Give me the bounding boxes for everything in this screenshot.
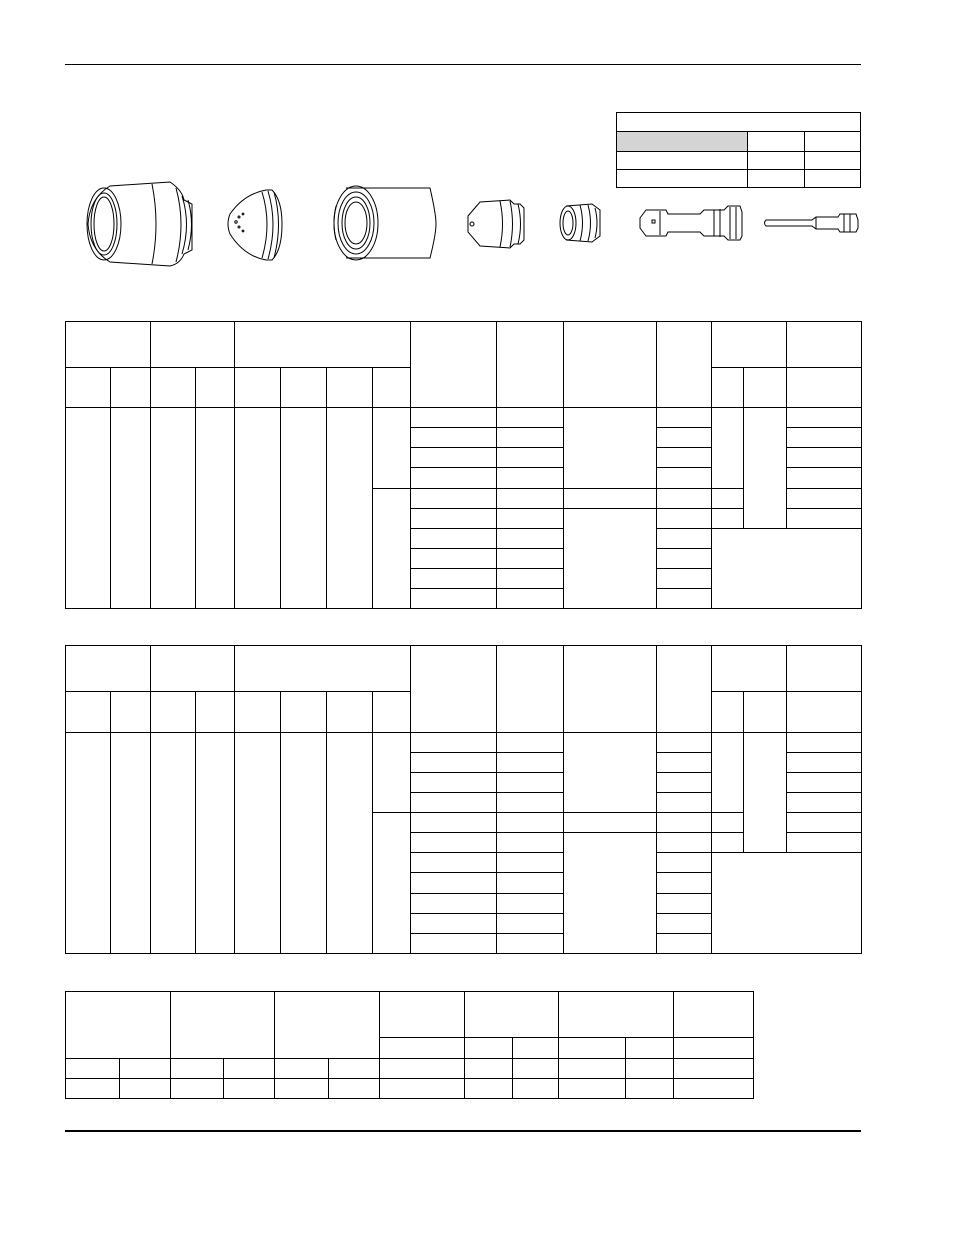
header-cell — [151, 322, 235, 368]
data-cell — [712, 488, 744, 508]
data-cell — [657, 813, 712, 833]
data-cell — [66, 1079, 120, 1099]
data-cell — [411, 408, 497, 428]
data-cell — [657, 508, 712, 528]
subheader-cell — [380, 1038, 465, 1059]
subheader-cell — [235, 692, 281, 732]
top-rule — [65, 64, 861, 65]
data-cell — [411, 588, 497, 608]
subheader-cell — [744, 368, 787, 408]
data-cell — [712, 833, 744, 853]
data-cell — [373, 732, 411, 813]
data-cell — [712, 732, 744, 813]
data-cell — [497, 548, 564, 568]
data-cell — [411, 732, 497, 752]
data-cell — [674, 1079, 754, 1099]
data-cell — [411, 913, 497, 933]
data-cell — [327, 408, 373, 609]
subheader-cell — [111, 692, 151, 732]
data-cell — [411, 893, 497, 913]
small-table-cell — [617, 152, 748, 170]
data-cell — [497, 873, 564, 893]
data-cell — [712, 528, 862, 608]
data-cell — [657, 568, 712, 588]
data-cell — [626, 1059, 674, 1079]
electrode-icon — [640, 206, 742, 240]
data-cell — [564, 408, 657, 488]
data-cell — [411, 468, 497, 488]
process-table-a — [65, 321, 862, 609]
data-cell — [411, 568, 497, 588]
data-cell — [626, 1079, 674, 1099]
data-cell — [559, 1079, 626, 1099]
data-cell — [744, 732, 787, 853]
subheader-cell — [196, 692, 235, 732]
data-cell — [564, 488, 657, 508]
header-cell — [411, 646, 497, 733]
data-cell — [657, 913, 712, 933]
data-cell — [497, 913, 564, 933]
data-cell — [497, 408, 564, 428]
subheader-cell — [787, 368, 862, 408]
data-cell — [497, 833, 564, 853]
data-cell — [657, 792, 712, 812]
subheader-cell — [327, 692, 373, 732]
header-cell — [712, 646, 787, 692]
data-cell — [281, 408, 327, 609]
data-cell — [465, 1079, 513, 1099]
subheader-cell — [373, 692, 411, 732]
process-table-b — [65, 645, 862, 954]
data-cell — [497, 752, 564, 772]
header-cell — [66, 322, 151, 368]
data-cell — [111, 732, 151, 953]
data-cell — [497, 732, 564, 752]
data-cell — [497, 488, 564, 508]
data-cell — [171, 1059, 224, 1079]
data-cell — [657, 772, 712, 792]
data-cell — [657, 468, 712, 488]
data-cell — [380, 1059, 465, 1079]
shield-retaining-cap-icon — [87, 182, 192, 266]
data-cell — [497, 528, 564, 548]
data-cell — [120, 1059, 171, 1079]
data-cell — [787, 813, 862, 833]
data-cell — [275, 1059, 329, 1079]
subheader-cell — [513, 1038, 559, 1059]
data-cell — [787, 752, 862, 772]
data-cell — [513, 1079, 559, 1099]
data-cell — [657, 732, 712, 752]
data-cell — [329, 1079, 380, 1099]
data-cell — [411, 752, 497, 772]
subheader-cell — [111, 368, 151, 408]
data-cell — [373, 488, 411, 608]
subheader-cell — [787, 692, 862, 732]
data-cell — [657, 408, 712, 428]
parts-illustration — [60, 170, 870, 280]
subheader-cell — [465, 1038, 513, 1059]
data-cell — [744, 408, 787, 528]
data-cell — [411, 448, 497, 468]
data-cell — [235, 732, 281, 953]
data-cell — [787, 508, 862, 528]
subheader-cell — [66, 368, 111, 408]
small-table-cell — [748, 152, 805, 170]
subheader-cell — [712, 368, 744, 408]
data-cell — [275, 1079, 329, 1099]
header-cell — [235, 322, 411, 368]
data-cell — [657, 528, 712, 548]
data-cell — [224, 1079, 275, 1099]
data-cell — [171, 1079, 224, 1099]
subheader-cell — [281, 368, 327, 408]
header-cell — [497, 322, 564, 408]
data-cell — [411, 813, 497, 833]
data-cell — [513, 1059, 559, 1079]
nozzle-icon — [468, 200, 524, 248]
data-cell — [657, 448, 712, 468]
data-cell — [411, 933, 497, 953]
subheader-cell — [281, 692, 327, 732]
data-cell — [373, 813, 411, 954]
data-cell — [411, 428, 497, 448]
data-cell — [712, 508, 744, 528]
header-cell — [411, 322, 497, 408]
subheader-cell — [744, 692, 787, 732]
data-cell — [120, 1079, 171, 1099]
data-cell — [787, 468, 862, 488]
swirl-ring-icon — [560, 204, 600, 242]
small-table-title-cell — [617, 113, 861, 132]
data-cell — [712, 813, 744, 833]
data-cell — [411, 548, 497, 568]
data-cell — [497, 568, 564, 588]
data-cell — [497, 448, 564, 468]
data-cell — [787, 488, 862, 508]
data-cell — [196, 408, 235, 609]
data-cell — [411, 772, 497, 792]
data-cell — [787, 448, 862, 468]
data-cell — [66, 732, 111, 953]
data-cell — [281, 732, 327, 953]
data-cell — [787, 772, 862, 792]
subheader-cell — [626, 1038, 674, 1059]
data-cell — [657, 833, 712, 853]
header-cell — [787, 646, 862, 692]
small-table-cell — [748, 132, 805, 152]
header-cell — [564, 646, 657, 733]
data-cell — [787, 833, 862, 853]
data-cell — [196, 732, 235, 953]
data-cell — [380, 1079, 465, 1099]
data-cell — [66, 1059, 120, 1079]
header-cell — [657, 646, 712, 733]
data-cell — [657, 548, 712, 568]
data-cell — [564, 833, 657, 954]
header-cell — [657, 322, 712, 408]
data-cell — [787, 732, 862, 752]
subheader-cell — [712, 692, 744, 732]
process-table-c — [65, 991, 754, 1099]
data-cell — [559, 1059, 626, 1079]
data-cell — [497, 893, 564, 913]
small-table-cell — [805, 152, 861, 170]
data-cell — [657, 933, 712, 953]
header-cell — [66, 992, 171, 1059]
shield-icon — [228, 190, 282, 260]
data-cell — [564, 732, 657, 813]
data-cell — [497, 508, 564, 528]
header-cell — [465, 992, 559, 1038]
header-cell — [380, 992, 465, 1038]
subheader-cell — [674, 1038, 754, 1059]
subheader-cell — [235, 368, 281, 408]
data-cell — [411, 853, 497, 873]
data-cell — [111, 408, 151, 609]
data-cell — [564, 508, 657, 608]
data-cell — [497, 813, 564, 833]
header-cell — [497, 646, 564, 733]
data-cell — [657, 873, 712, 893]
data-cell — [497, 772, 564, 792]
header-cell — [674, 992, 754, 1038]
data-cell — [66, 408, 111, 609]
header-cell — [559, 992, 674, 1038]
data-cell — [712, 853, 862, 954]
data-cell — [497, 792, 564, 812]
water-tube-icon — [765, 214, 859, 232]
header-cell — [275, 992, 380, 1059]
header-cell — [787, 322, 862, 368]
data-cell — [564, 813, 657, 833]
data-cell — [657, 853, 712, 873]
data-cell — [657, 488, 712, 508]
data-cell — [657, 752, 712, 772]
header-cell — [235, 646, 411, 692]
data-cell — [712, 408, 744, 488]
data-cell — [465, 1059, 513, 1079]
header-cell — [564, 322, 657, 408]
data-cell — [497, 933, 564, 953]
data-cell — [497, 468, 564, 488]
data-cell — [657, 428, 712, 448]
subheader-cell — [151, 368, 196, 408]
subheader-cell — [327, 368, 373, 408]
header-cell — [712, 322, 787, 368]
small-table-cell — [805, 132, 861, 152]
data-cell — [787, 792, 862, 812]
data-cell — [497, 853, 564, 873]
data-cell — [411, 488, 497, 508]
data-cell — [224, 1059, 275, 1079]
subheader-cell — [151, 692, 196, 732]
data-cell — [329, 1059, 380, 1079]
data-cell — [497, 428, 564, 448]
data-cell — [151, 732, 196, 953]
subheader-cell — [66, 692, 111, 732]
data-cell — [674, 1059, 754, 1079]
data-cell — [327, 732, 373, 953]
header-cell — [66, 646, 151, 692]
data-cell — [411, 873, 497, 893]
data-cell — [787, 428, 862, 448]
data-cell — [787, 408, 862, 428]
data-cell — [411, 508, 497, 528]
data-cell — [411, 528, 497, 548]
subheader-cell — [373, 368, 411, 408]
subheader-cell — [196, 368, 235, 408]
data-cell — [411, 792, 497, 812]
header-cell — [171, 992, 275, 1059]
data-cell — [657, 588, 712, 608]
subheader-cell — [559, 1038, 626, 1059]
data-cell — [373, 408, 411, 488]
data-cell — [411, 833, 497, 853]
small-table-header-cell — [617, 132, 748, 152]
data-cell — [235, 408, 281, 609]
nozzle-retaining-cap-icon — [334, 186, 436, 260]
data-cell — [497, 588, 564, 608]
header-cell — [151, 646, 235, 692]
data-cell — [657, 893, 712, 913]
bottom-rule — [65, 1130, 861, 1132]
data-cell — [151, 408, 196, 609]
